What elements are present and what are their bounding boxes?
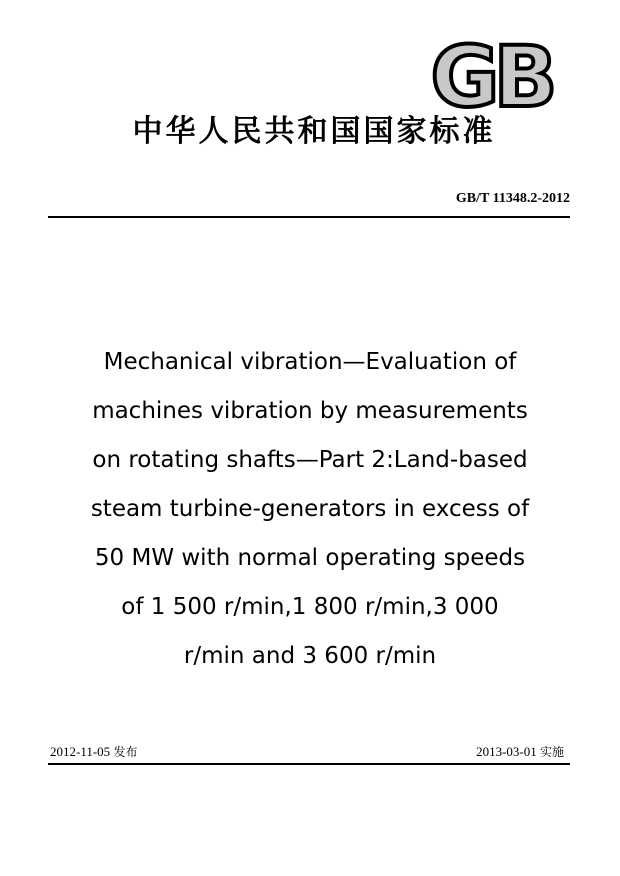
gb-logo-text: GB [430,36,552,116]
publish-date-block [50,744,137,760]
publish-label: 发布 [113,745,138,759]
title-line: 50 MW with normal operating speeds [94,545,526,571]
bottom-rule [48,763,570,765]
title-line: Mechanical vibration—Evaluation of [103,349,517,375]
implement-label: 实施 [539,745,564,759]
title-line: of 1 500 r/min,1 800 r/min,3 000 [121,594,499,620]
title-line: steam turbine-generators in excess of [90,496,530,522]
title-line: on rotating shafts—Part 2:Land-based [92,447,528,473]
title-line: machines vibration by measurements [92,398,528,424]
publish-date: 2012-11-05 [50,744,111,759]
top-rule [48,216,570,218]
document-title [50,338,570,681]
issuer-name: 中华人民共和国国家标准 [132,114,496,149]
gb-logo-icon [424,36,558,116]
implement-date-block [476,744,564,760]
standard-number: GB/T 11348.2-2012 [455,191,570,206]
implement-date: 2013-03-01 [476,744,537,759]
title-line: r/min and 3 600 r/min [183,643,437,669]
